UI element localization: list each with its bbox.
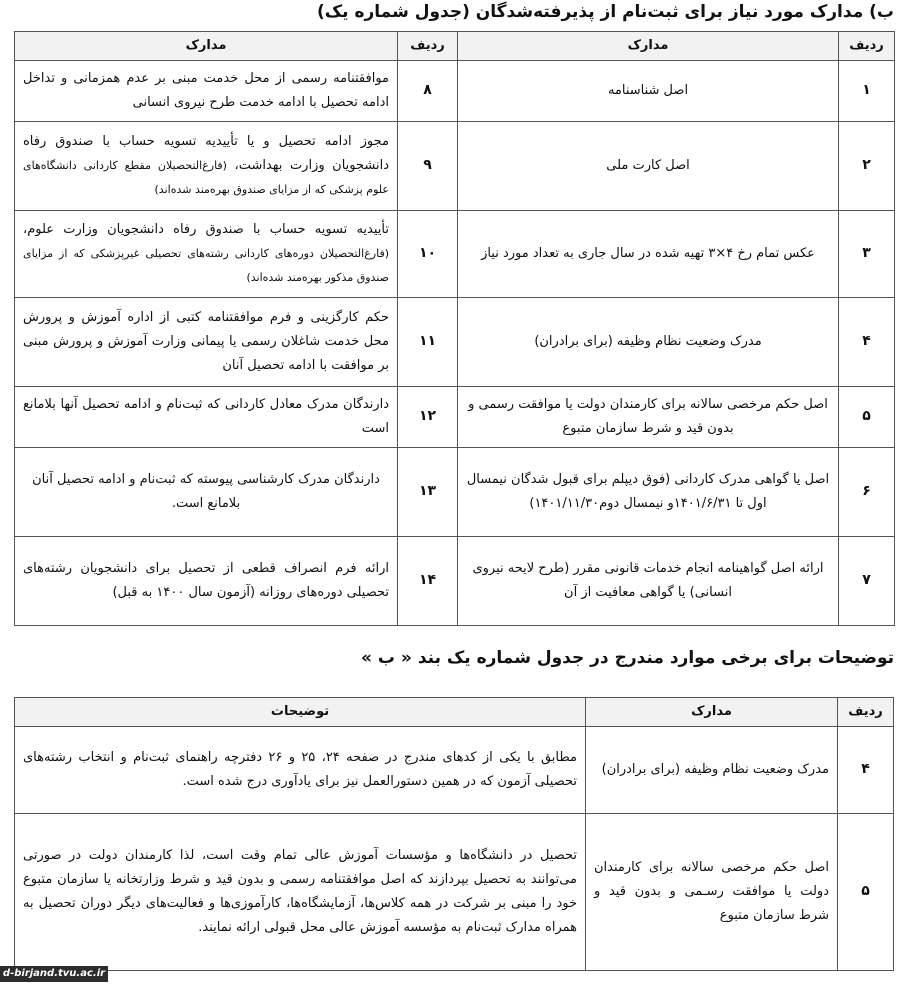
document-text: حکم کارگزینی و فرم موافقتنامه کتبی از اداره آموزش و پرورش محل خدمت شاغلان رسمی یا پیمانی وزارت آموزش و پرورش مبنی بر موافقت با ادامه تحصیل آنان (23, 309, 389, 374)
document-note: (فارغ‌التحصیلان مقطع کاردانی دانشگاه‌های علوم پزشکی که از مزایای صندوق بهره‌مند شده‌اند) (23, 158, 389, 197)
header-documents: مدارک (15, 32, 398, 61)
row-number: ۶ (839, 448, 895, 537)
document-cell: اصل شناسنامه (458, 61, 839, 122)
document-text: ارائه فرم انصراف قطعی از تحصیل برای دانشجویان رشته‌های تحصیلی دوره‌های روزانه (آزمون سال ۱۴۰۰ به قبل) (23, 560, 389, 600)
document-note: (فارغ‌التحصیلان دوره‌های کاردانی رشته‌های تحصیلی غیرپزشکی که از مزایای صندوق مذکور بهره‌مند شده‌اند) (23, 246, 389, 285)
document-cell (15, 298, 398, 387)
required-documents-table (14, 31, 895, 626)
row-number: ۹ (398, 122, 458, 211)
document-cell: اصل کارت ملی (458, 122, 839, 211)
table-row (15, 387, 895, 448)
row-number: ۲ (839, 122, 895, 211)
document-cell: ارائه اصل گواهینامه انجام خدمات قانونی مقرر (طرح لایحه نیروی انسانی) یا گواهی معافیت از آن (458, 537, 839, 626)
document-cell: مدرک وضعیت نظام وظیفه (برای برادران) (458, 298, 839, 387)
table-header-row (15, 32, 895, 61)
table-row (15, 448, 895, 537)
row-number: ۳ (839, 211, 895, 298)
row-number: ۱۰ (398, 211, 458, 298)
row-number: ۴ (838, 727, 894, 814)
document-cell (15, 61, 398, 122)
document-text: دارندگان مدرک معادل کاردانی که ثبت‌نام و ادامه تحصیل آنها بلامانع است (23, 396, 389, 436)
table-row (15, 537, 895, 626)
description-cell: مطابق با یکی از کدهای مندرج در صفحه ۲۴، ۲۵ و ۲۶ دفترچه راهنمای ثبت‌نام و انتخاب رشته‌های تحصیلی آزمون که در همین دستورالعمل نیز برای یادآوری درج شده است. (15, 727, 586, 814)
document-text: مجوز ادامه تحصیل و یا تأییدیه تسویه حساب با صندوق رفاه دانشجویان وزارت بهداشت، (23, 133, 389, 173)
document-cell: اصل حکم مرخصی سالانه برای کارمندان دولت یا موافقت رسمی و بدون قید و شرط سازمان متبوع (458, 387, 839, 448)
row-number: ۴ (839, 298, 895, 387)
row-number: ۱ (839, 61, 895, 122)
row-number: ۷ (839, 537, 895, 626)
description-cell: تحصیل در دانشگاه‌ها و مؤسسات آموزش عالی تمام وقت است، لذا کارمندان دولت در صورتی می‌توانند به تحصیل بپردازند که اصل موافقتنامه رسمی و بدون قید و شرط وزارتخانه یا سازمان متبوع خود را مبنی بر شرکت در همه کلاس‌ها، آزمایشگاه‌ها، کارآموزی‌ها و فعالیت‌های دیگر دوران تحصیل به همراه مدارک ثبت‌نام به مؤسسه آموزش عالی محل قبولی ارائه نمایند. (15, 814, 586, 971)
row-number: ۱۳ (398, 448, 458, 537)
row-number: ۱۴ (398, 537, 458, 626)
table-row (15, 814, 894, 971)
document-cell: اصل یا گواهی مدرک کاردانی (فوق دیپلم برای قبول شدگان نیمسال اول تا ۱۴۰۱/۶/۳۱و نیمسال دوم۱۴۰۱/۱۱/۳۰) (458, 448, 839, 537)
document-text: دارندگان مدرک کارشناسی پیوسته که ثبت‌نام و ادامه تحصیل آنان بلامانع است. (32, 471, 380, 511)
table-row (15, 727, 894, 814)
table-row (15, 298, 895, 387)
table-row (15, 122, 895, 211)
table-header-row (15, 698, 894, 727)
document-cell: مدرک وضعیت نظام وظیفه (برای برادران) (586, 727, 838, 814)
table-row (15, 211, 895, 298)
document-text: تأییدیه تسویه حساب با صندوق رفاه دانشجویان وزارت علوم، (23, 221, 389, 237)
header-documents: مدارک (458, 32, 839, 61)
document-text: موافقتنامه رسمی از محل خدمت مبنی بر عدم همزمانی و تداخل ادامه تحصیل با ادامه خدمت طرح نیروی انسانی (23, 70, 389, 110)
notes-section-title: توضیحات برای برخی موارد مندرج در جدول شماره یک بند « ب » (361, 648, 894, 668)
header-description: توضیحات (15, 698, 586, 727)
row-number: ۱۱ (398, 298, 458, 387)
document-cell (15, 211, 398, 298)
row-number: ۱۲ (398, 387, 458, 448)
header-row-number: ردیف (398, 32, 458, 61)
row-number: ۸ (398, 61, 458, 122)
document-cell: اصل حکم مرخصی سالانه برای کارمندان دولت یا موافقت رسـمی و بدون قید و شرط سازمان متبوع (586, 814, 838, 971)
document-cell: عکس تمام رخ ۴×۳ تهیه شده در سال جاری به تعداد مورد نیاز (458, 211, 839, 298)
section-b-title: ب) مدارک مورد نیاز برای ثبت‌نام از پذیرفته‌شدگان (جدول شماره یک) (316, 2, 894, 22)
site-watermark: d-birjand.tvu.ac.ir (0, 966, 108, 982)
row-number: ۵ (838, 814, 894, 971)
header-documents: مدارک (586, 698, 838, 727)
document-cell (15, 122, 398, 211)
notes-table (14, 697, 894, 971)
table-row (15, 61, 895, 122)
header-row-number: ردیف (839, 32, 895, 61)
header-row-number: ردیف (838, 698, 894, 727)
document-cell (15, 448, 398, 537)
row-number: ۵ (839, 387, 895, 448)
document-cell (15, 537, 398, 626)
document-cell (15, 387, 398, 448)
